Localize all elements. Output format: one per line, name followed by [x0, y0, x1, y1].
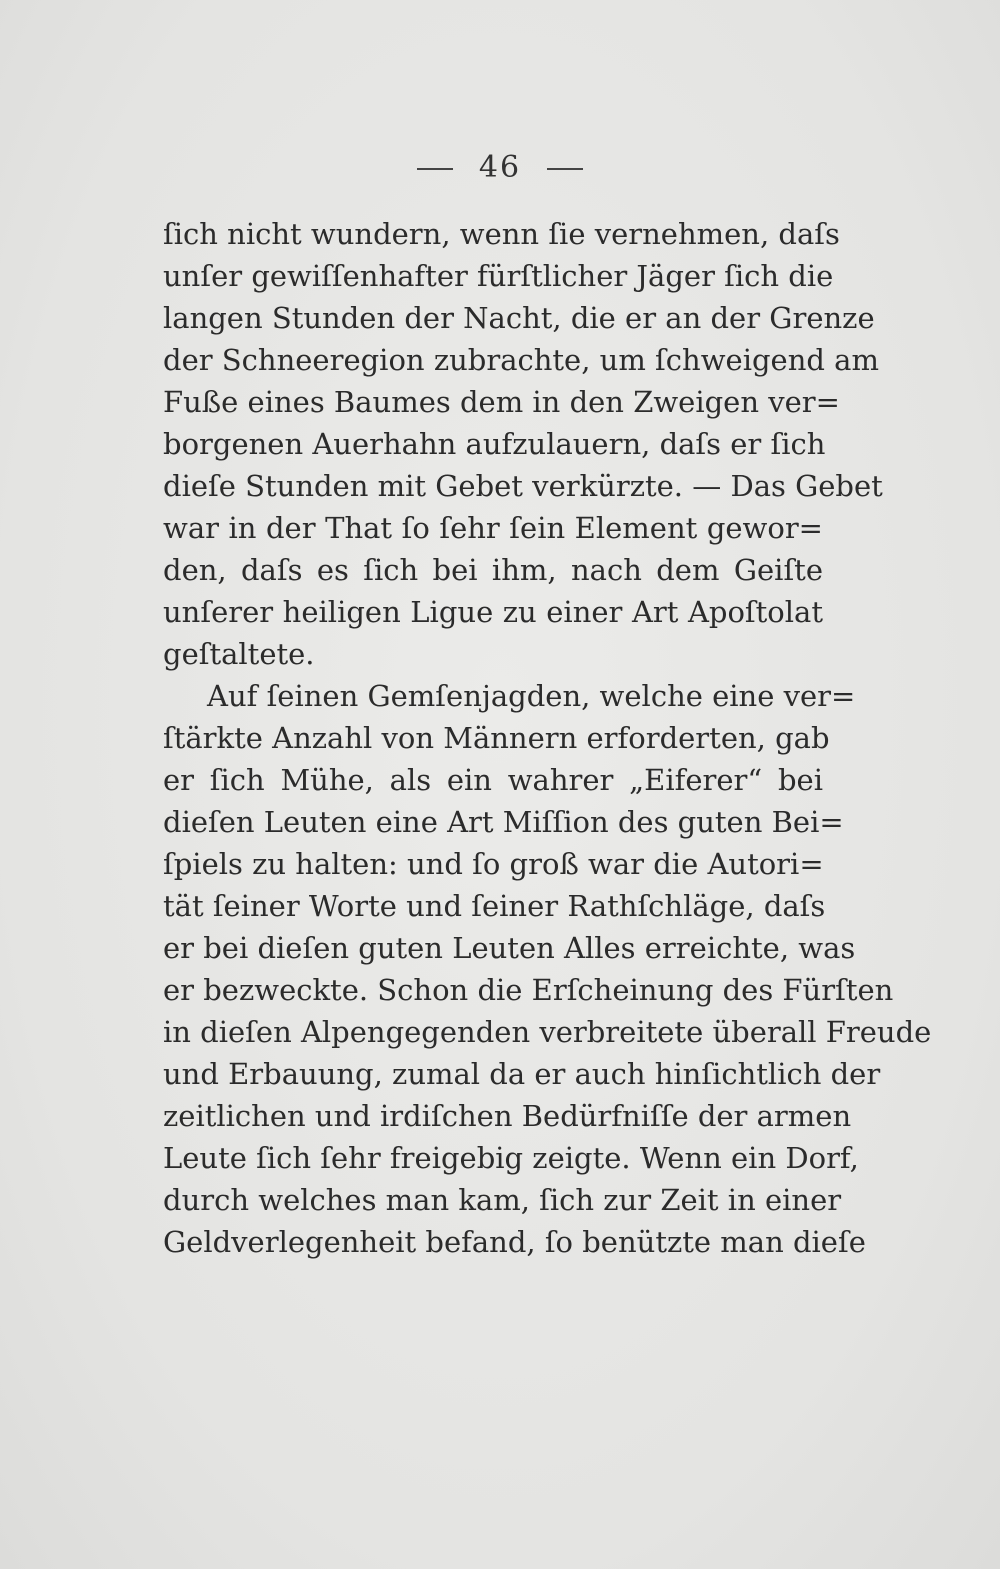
page-header [0, 150, 1000, 185]
text-line: unſer gewiſſenhafter fürſtlicher Jäger ſich die [163, 259, 834, 293]
text-line: ſich nicht wundern, wenn ſie vernehmen, daſs [163, 217, 840, 251]
text-line: durch welches man kam, ſich zur Zeit in einer [163, 1183, 842, 1217]
text-line: er ſich Mühe, als ein wahrer „Eiferer“ bei [163, 763, 823, 797]
text-line-paragraph-start: Auf ſeinen Gemſenjagden, welche eine ver= [207, 679, 856, 713]
header-dash-right [547, 168, 583, 170]
text-line: Fuße eines Baumes dem in den Zweigen ver= [163, 385, 840, 419]
text-line: ſtärkte Anzahl von Männern erforderten, gab [163, 721, 830, 755]
text-line: und Erbauung, zumal da er auch hinſichtlich der [163, 1057, 881, 1091]
page-number: 46 [478, 150, 522, 185]
text-line: zeitlichen und irdiſchen Bedürfniſſe der armen [163, 1099, 852, 1133]
text-line: der Schneeregion zubrachte, um ſchweigend am [163, 343, 879, 377]
body-text [163, 213, 932, 1263]
text-line: dieſe Stunden mit Gebet verkürzte. — Das Gebet [163, 469, 883, 503]
text-line: tät ſeiner Worte und ſeiner Rathſchläge, daſs [163, 889, 826, 923]
text-line: borgenen Auerhahn aufzulauern, daſs er ſich [163, 427, 826, 461]
text-line: dieſen Leuten eine Art Miſſion des guten Bei= [163, 805, 844, 839]
text-line: unſerer heiligen Ligue zu einer Art Apoſtolat [163, 595, 823, 629]
text-line: in dieſen Alpengegenden verbreitete überall Freude [163, 1015, 932, 1049]
header-dash-left [417, 168, 453, 170]
text-line: Leute ſich ſehr freigebig zeigte. Wenn ein Dorf, [163, 1141, 859, 1175]
text-line: den, daſs es ſich bei ihm, nach dem Geiſte [163, 553, 823, 587]
text-line: er bei dieſen guten Leuten Alles erreichte, was [163, 931, 856, 965]
text-line: er bezweckte. Schon die Erſcheinung des Fürſten [163, 973, 894, 1007]
text-line-paragraph-end: geſtaltete. [163, 637, 315, 671]
text-line: war in der That ſo ſehr ſein Element gewor= [163, 511, 823, 545]
text-line: ſpiels zu halten: und ſo groß war die Autori= [163, 847, 824, 881]
text-line: langen Stunden der Nacht, die er an der Grenze [163, 301, 875, 335]
text-line: Geldverlegenheit befand, ſo benützte man dieſe [163, 1225, 866, 1259]
